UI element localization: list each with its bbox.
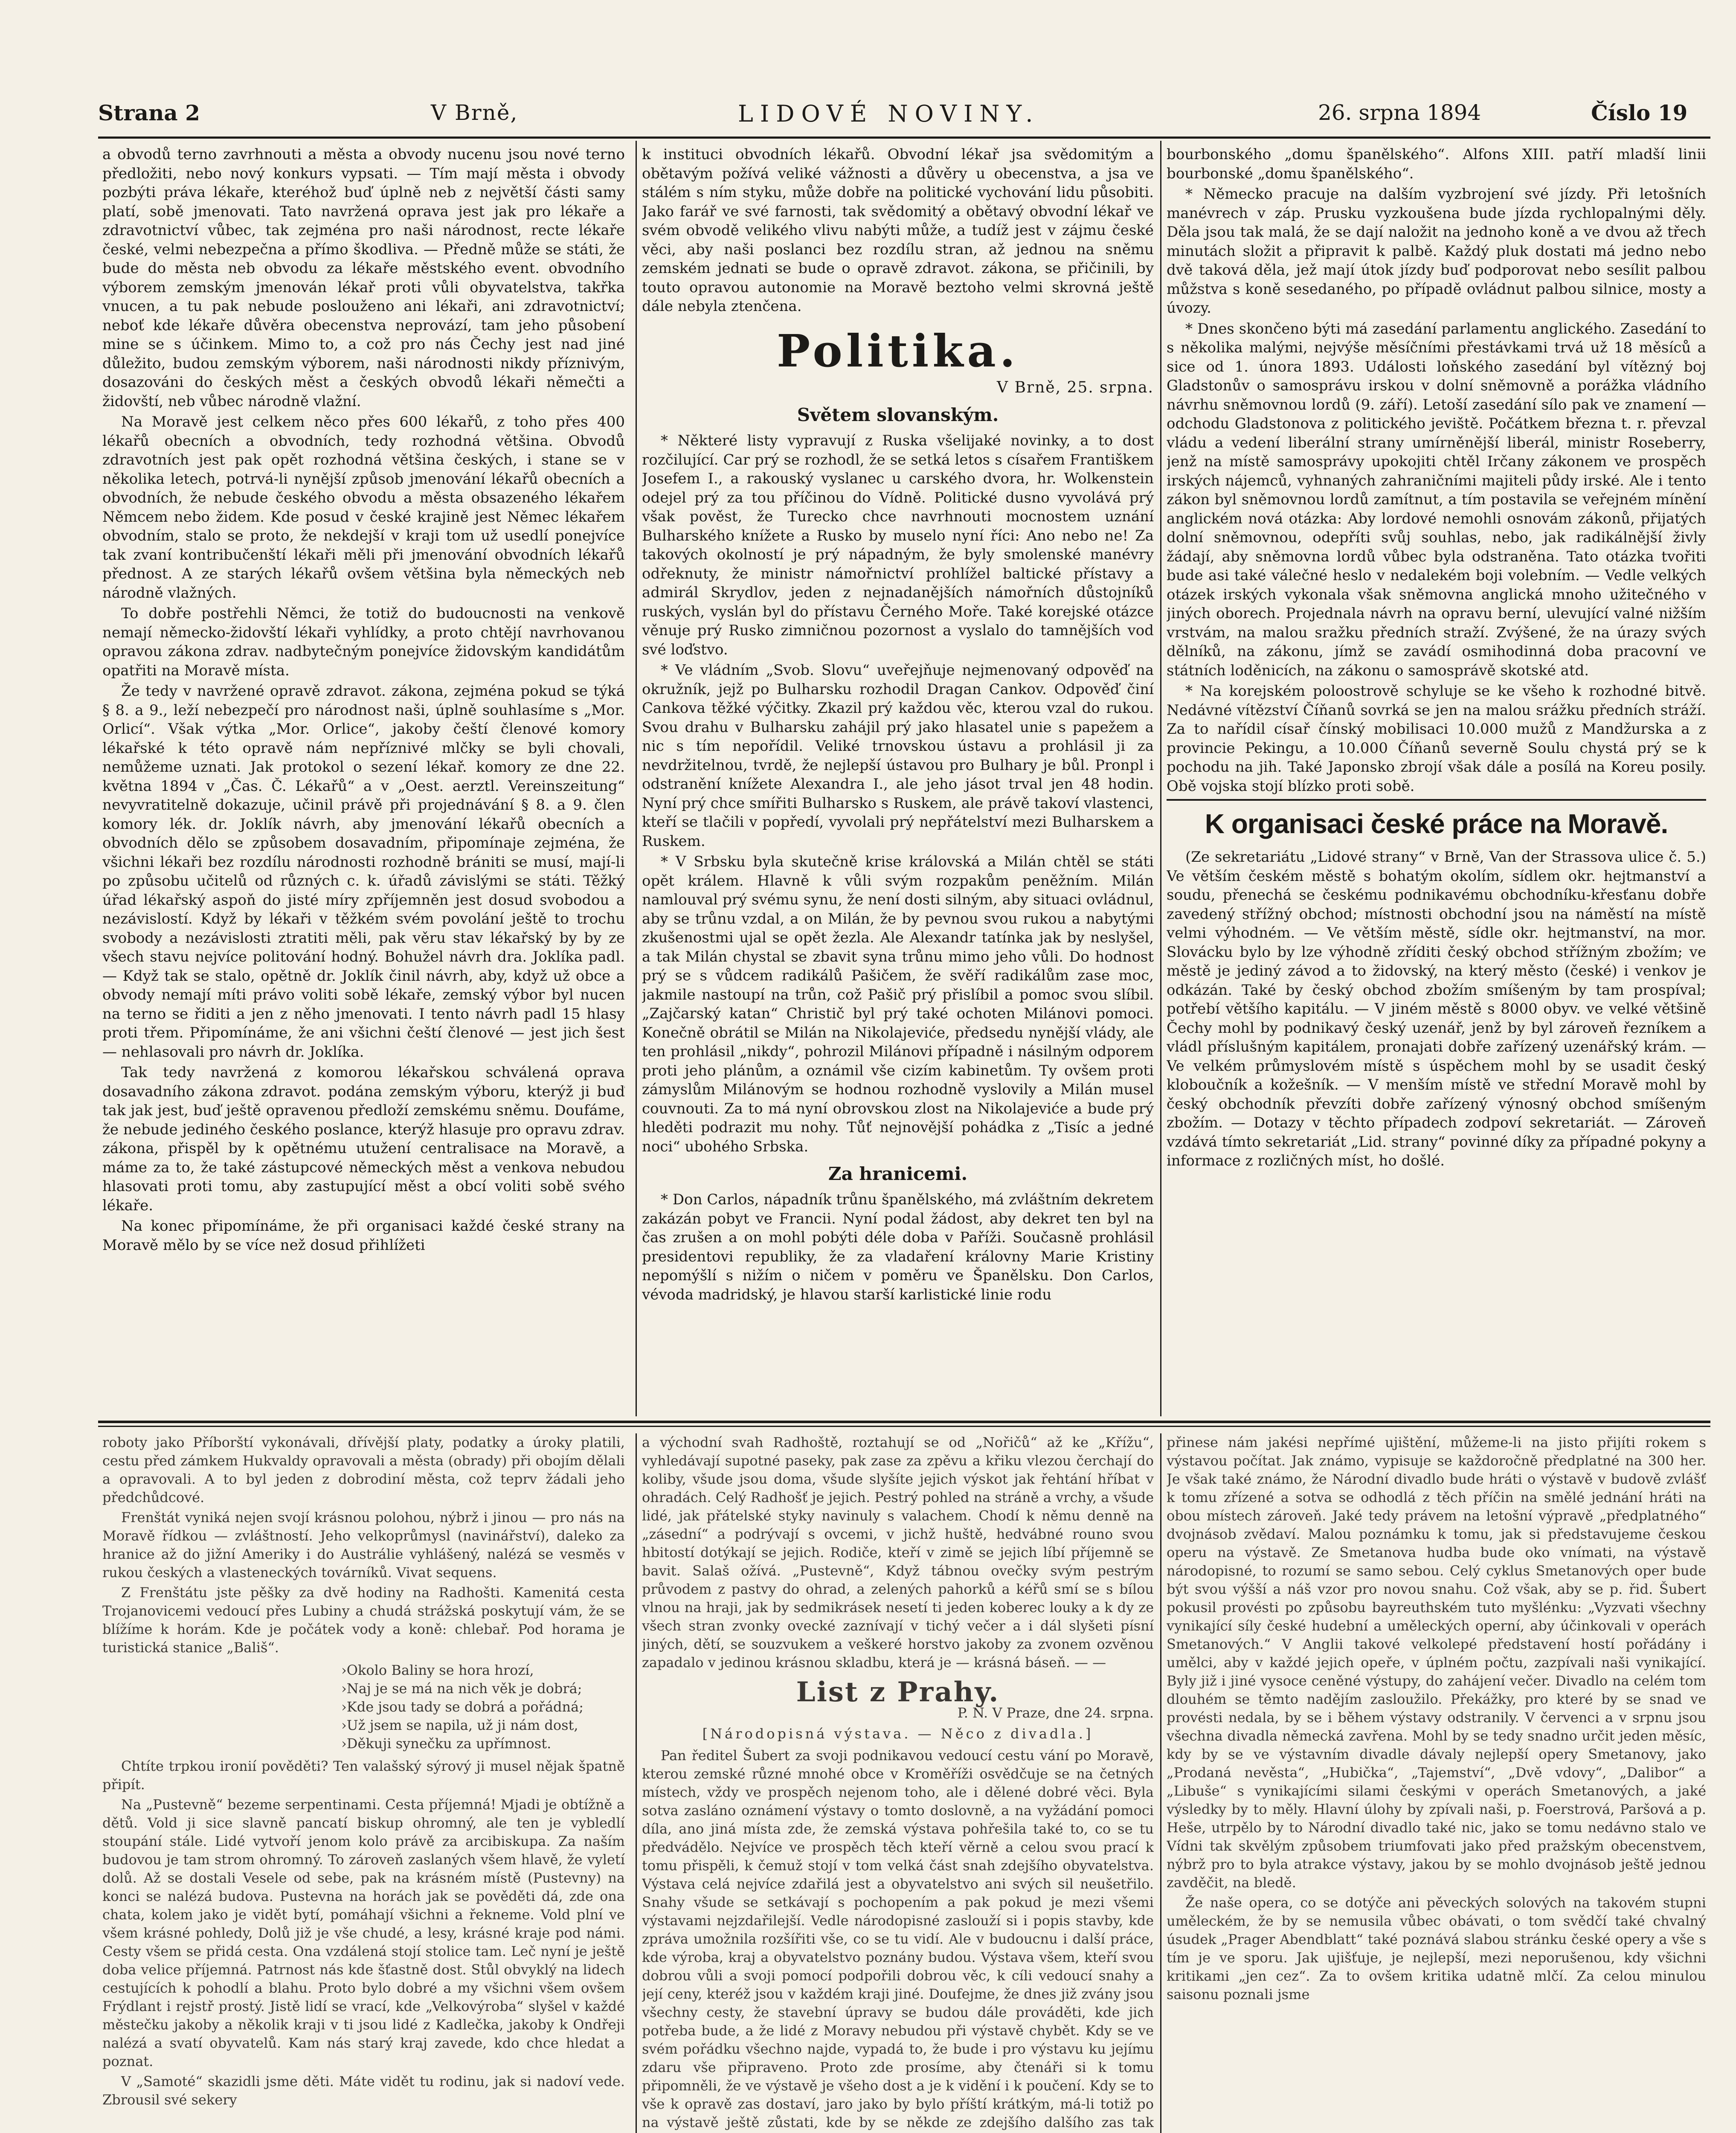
poem (102, 1661, 625, 1753)
paragraph: * Německo pracuje na dalším vyzbrojení své jízdy. Při letošních manévrech v záp. Prusku vyzkoušena bude jízda rychlopalnými děly. Děla jsou tak malá, že se dají naložit na jednoho koně a ve dvou až třech minutách složit a připravit k palbě. Každý pluk dostati má jedno nebo dvě taková děla, jež mají útok jízdy buď podporovat nebo sesílit palbou můžstva s koně sesedaného, po případě ovládnut palbou silnice, mosty a úvozy. (1167, 186, 1706, 317)
section-dateline: V Brně, 25. srpna. (997, 378, 1154, 396)
paragraph: * Dnes skončeno býti má zasedání parlamentu anglického. Zasedání to s několika malými, nejvýše měsíčními přestávkami trvá už 18 měsíců a sice od 1. února 1893. Události loňského zasedání byl vítězný boj Gladstonův o samosprávu irskou v dolní sněmovně a porážka vládního návrhu sněmovnou lordů (9. září). Letoší zasedání sílo pak ve znamení — odchodu Gladstonova z politického jeviště. Počátkem března t. r. převzal vládu a vedení liberální strany umírněnější liberál, ministr Roseberry, jenž na místě samosprávy upokojiti chtěl Irčany zákonem ve prospěch irských nájemců, vyhnaných zahraničními majiteli půdy irské. Ale i tento zákon byl sněmovnou lordů zamítnut, a tím postavila se veřejném mínění anglickém nová otázka: Aby lordové nemohli osnovám zákonů, přijatých dolní sněmovnou, odepříti svůj souhlas, nebo, jak radikálnější živly žádají, aby sněmovna lordů vůbec byla odstraněna. Tato otázka tvořiti bude asi také válečné heslo v nedalekém boji volebním. — Vedle velkých otázek irských vykonala však sněmovna anglická mnoho užitečného v jiných oborech. Projednala návrh na opravu berní, ulevující valné nižším vrstvám, na malou sražku předních straží. Zvýšené, že na úrazy svých dělníků, na zákonu, jímž se zavádí osmihodinná doba pracovní ve státních loděnicích, na zákonu o samosprávě skotské atd. (1167, 320, 1706, 679)
paragraph: a východní svah Radhoště, roztahují se od „Nořičů“ až ke „Křížu“, vyhledávají supotné paseky, pak zase za zpěvu a křiku vlezou čerchají do koliby, všude jsou doma, všude slyšíte jejich výskot jak řehtání hříbat v ohradách. Celý Radhošť je jejich. Pestrý pohled na stráně a vrchy, a všude lidé, jak přátelské styky navinuly s valachem. Chodí k němu denně na „zásední“ a podrývají s ovcemi, v jichž huště, hedvábné rouno svou hbitostí dotýkají se jejich. Rodiče, kteří v zimě se jejich líbí příjemně se bavit. Salaš ožívá. „Pustevně“, Když tábnou ovečky svým pestrým průvodem z pastvy do ohrad, a zelených pahorků a kéřů smí se s bílou vlnou na hraji, jak by sedmikrásek nesetí ti jeden koberec louky a k dy ze všech stran zvonky ovecké zaznívají v tichý večer a i dál slyšeti písní jiných, dětí, se souzvukem a veškeré horstvo jakoby za zvonem ozvěnou zapadalo v jedinou krásnou skladbu, která je — krásná báseň. — — (642, 1434, 1154, 1671)
column-3 (1167, 145, 1706, 1414)
poem-line: ›Okolo Baliny se hora hrozí, (341, 1662, 534, 1678)
section-title-politika: Politika. (777, 324, 1019, 377)
paragraph: Chtíte trpkou ironií pověděti? Ten valašský sýrový ji musel nějak špatně připít. (102, 1758, 625, 1793)
issue-date: 26. srpna 1894 (1318, 100, 1481, 125)
paragraph: Na konec připomínáme, že při organisaci každé české strany na Moravě mělo by se více než dosud přihlížeti (102, 1218, 625, 1254)
paragraph: Z Frenštátu jste pěšky za dvě hodiny na Radhošti. Kamenitá cesta Trojanovicemi vedoucí přes Lubiny a chudá strážská poskytují vám, že se blížíme k horám. Kde je počátek vody a koně: chlebař. Pod horama je turistická stanice „Bališ“. (102, 1584, 625, 1656)
paragraph: k instituci obvodních lékařů. Obvodní lékař jsa svědomitým a obětavým požívá veliké vážnosti a důvěry u obecenstva, a jsa ve stálém s ním styku, může dobře na politické vychování lidu působiti. Jako farář ve své farnosti, tak svědomitý a obětavý obvodní lékař ve svém obvodě velikého vlivu nabýti může, a tudíž jest v zájmu české věci, aby naši poslanci bez rozdílu stran, až jednou na sněmu zemském jednati se bude o opravě zdravot. zákona, se přičinili, by touto opravou autonomie na Moravě beztoho velmi skrovná ještě dále nebyla ztenčena. (642, 146, 1154, 315)
paragraph: * Ve vládním „Svob. Slovu“ uveřejňuje nejmenovaný odpověď na okružník, jejž po Bulharsku rozhodil Dragan Cankov. Odpověď činí Cankova těžké výčitky. Zkazil prý každou věc, kterou vzal do rukou. Svou drahu v Bulharsku zahájil prý jako hlasatel unie s papežem a nic s tím nepořídil. Veliké trnovskou ústavu a prohlásil ji za nevdržitelnou, tvrdě, že nejlepší ústavou pro Bulhary je bůl. Pronpl i odstranění knížete Alexandra I., ale jeho jásot trval jen 48 hodin. Nyní prý chce smířiti Bulharsko s Ruskem, ale právě takoví vlastenci, kteří se tlačili v popředí, vyvolali prý nepřátelství mezi Bulharskem a Ruskem. (642, 662, 1154, 850)
column-rule-2 (1160, 141, 1161, 1416)
paragraph: Že naše opera, co se dotýče ani pěveckých solových na takovém stupni uměleckém, že by se nemusila vůbec obávati, o tom svědčí také chvalný úsudek „Prager Abendblatt“ také poznává slabou stránku české opery a vše s tím je ve sporu. Jak ujišťuje, je nejlepší, mezi neporušenou, kdy všichni kritikami „jen cez“. Za to ovšem kritika udatně mlčí. Za celou minulou saisonu poznali jsme (1167, 1895, 1706, 2002)
paragraph: * Některé listy vypravují z Ruska všelijaké novinky, a to dost rozčilující. Car prý se rozhodl, že se setká letos s císařem Františkem Josefem I., a rakouský vyslanec u carského dvora, hr. Wolkenstein odejel prý za tou příčinou do Vídně. Politické dusno vyvolává prý však pověst, že Turecko chce navrhnouti mocnostem uznání Bulharského knížete a Rusko by muselo nyní říci: Ano nebo ne! Za takových okolností je prý nápadným, že byly smolenské manévry odřeknuty, že ministr námořnictví prohlížel baltické přístavy a admirál Skrydlov, jeden z nejnadanějších námořních důstojníků ruských, vyslán byl do přístavu Černého Moře. Také korejské otázce věnuje prý Rusko zimničnou pozornost a vyslalo do tamnějších vod své loďstvo. (642, 432, 1154, 658)
poem-line: ›Naj je se má na nich věk je dobrá; (341, 1680, 582, 1697)
paragraph: * Don Carlos, nápadník trůnu španělského, má zvláštním dekretem zakázán pobyt ve Francii. Nyní podal žádost, aby dekret ten byl na čas zrušen a on mohl pobýti déle doba v Paříži. Současně prohlásil presidentovi republiky, že za vladaření královny Marie Kristiny nepomýšlí s nižím o ničem v poměru ve Španělsku. Don Carlos, vévoda madridský, je hlavou starší karlistické linie rodu (642, 1191, 1154, 1303)
letter-lead: [Národopisná výstava. — Něco z divadla.] (702, 1726, 1094, 1742)
paragraph: roboty jako Příborští vykonávali, dřívější platy, podatky a úroky platili, cestu před zámkem Hukvaldy opravovali a města (obrady) při obojím dělali a opravovali. A to byl jeden z dobrodiní města, což teprv žádali jeho předchůdcové. (102, 1434, 625, 1505)
paragraph: Pan ředitel Šubert za svoji podnikavou vedoucí cestu vání po Moravě, kterou zemské různé mnohé obce v Kroměříži osvědčuje se na četných místech, vždy ve prospěch nejenom toho, ale i dělené dobré věci. Byla sotva zasláno oznámení výstavy o tomto doslovně, a na vyžádání pomoci díla, ano jiná místa zde, že zemská výstava pohřešila také to, co se tu předvádělo. Nejvíce ve prospěch těch kteří věrně a celou svou prací k tomu přispěli, k čemuž stojí v tom velká část snah zdejšího obyvatelstva. Výstava celá nejvíce zdařilá jest a obyvatelstvo ani svých sil neušetřilo. Snahy všude se setkávají s pochopením a pak pokud je mezi všemi výstavami nejzdařilejší. Vedle národopisné zaslouží si i popis stavby, kde zpráva umožnila rozšířiti vše, co se tu vidí. Ale v budoucnu i další práce, kde výroba, kraj a obyvatelstvo poznány budou. Výstava všem, kteří svou dobrou vůli a svoji pomocí podpořili dobrou věc, k cíli vedoucí snahy a její ceny, kteréž jsou v každém kraji jiné. Doufejme, že dnes již zvány jsou všechny cesty, že stavební úpravy se budou dále prováděti, kde jich potřeba bude, a že lidé z Moravy nebudou při výstavě chybět. Kdy se ve svém pořádku všechno najde, vypadá to, že bude i pro výstavu ku jejímu zdaru vše připraveno. Proto zde prosíme, aby čtenáři si k tomu připomněli, že ve výstavě je všeho dost a je k vidění i k poučení. Kdy se to vše k opravě zas dostaví, jaro jako by bylo příští krátkým, má-li totiž po na výstavě ještě zůstati, kde by se někde ze zdejšího dalšího zas tak (642, 1747, 1154, 2130)
paragraph: a obvodů terno zavrhnouti a města a obvody nucenu jsou nové terno předložiti, nebo nový konkurs vypsati. — Tím mají města i obvody pozbýti práva lékaře, kteréhož buď úplně neb z největší části samy platí, sobě jmenovati. Tato navržená oprava jest jak pro lékaře a zdravotnictví vůbec, tak zejména pro naši národnost, recte lékaře české, velmi nebezpečna a přímo škodliva. — Předně může se státi, že bude do města neb obvodu za lékaře městského event. obvodního výborem zemským jmenován lékař proti vůli obyvatelstva, takřka vnucen, a tu pak nebude poslouženo ani lékaři, ani zdravotnictví; neboť kde lékaře důvěra obecenstva neprovází, tam jeho působení mine se s účinkem. Mimo to, a což pro nás Čechy jest nad jiné důležito, budou zemským výborem, naši národnosti nikdy příznivým, dosazováni do českých měst a českých obvodů lékaři němečti a židovští, neb vůbec národně vlažní. (102, 146, 625, 410)
paragraph: přinese nám jakési nepřímé ujištění, můžeme-li na jisto přijíti rokem s výstavou počítat. Jak známo, vypisuje se každoročně předplatné na 300 her. Je však také známo, že Národní divadlo bude hráti o výstavě v budově zvlášť k tomu zřízené a sotva se odhodlá z těch příčin na smělé jednání hráti na obou místech zároveň. Jaké tedy právem na letošní výpravě „předplatného“ dvojnásob zvědaví. Malou poznámku k tomu, jak si představujeme českou operu na výstavě. Ze Smetanova hudba bude oko vnímati, na výstavě národopisné, to rozumí se samo sebou. Celý cyklus Smetanových oper bude být svou výšší a náš vzor pro novou snahu. Což však, aby se p. řid. Šubert pokusil provésti po způsobu bayreuthském tuto myšlénku: „Vyzvati všechny vynikající síly české hudební a uměleckých operní, aby účinkovali v operách Smetanových.“ V Anglii takové velkolepé představení hostí pořádány i umělci, aby v každé jejich opeře, v úplném počtu, zazpívali naši vynikající. Byly již i jiné vysoce ceněné výstupy, do zahájení večer. Divadlo na celém tom dlouhém se těmto nadějím zasloužilo. Překážky, pro které by se snad ve provésti nedala, by se i během výstavy odstranily. V červenci a v srpnu jsou všechna divadla německá zavřena. Mohl by se tedy snadno určit jeden měsíc, kdy by se ve výstavním divadle dávaly nejlepší opery Smetanovy, jako „Prodaná nevěsta“, „Hubička“, „Tajemství“, „Dvě vdovy“, „Dalibor“ a „Libuše“ s vynikajícími silami českými v operách Smetanových, a jaké výsledky by to měly. Hlavní úlohy by zpívali naši, p. Foerstrová, Paršová a p. Heše, utrpělo by to Národní divadlo také nic, jako se tomu nedávno stalo ve Vídni tak skvělým způsobem triumfovati jako před pražským obecenstvem, nýbrž pro to byla atrakce výstavy, jakou by se mohlo dvojnásob ještě jednou zavděčit, na bledě. (1167, 1434, 1706, 1891)
poem-line: ›Kde jsou tady se dobrá a pořádná; (341, 1699, 584, 1715)
column-1 (102, 145, 625, 1414)
feuilleton-column-rule-2 (1160, 1433, 1161, 2133)
feuilleton-rule-bottom (98, 1426, 1710, 1427)
paragraph: * Na korejském poloostrově schyluje se ke všeho k rozhodné bitvě. Nedávné vítězství Číňanů sovrká se jen na malou srážku předních stráží. Za to nařídil císař čínský mobilisaci 10.000 mužů z Mandžurska a z provincie Pekingu, a 10.000 Číňanů severně Soulu chystá prý se k pochodu na jih. Také Japonsko zbrojí však dále a posílá na Koreu posily. Obě vojska stojí blízko proti sobě. (1167, 683, 1706, 795)
paragraph: To dobře postřehli Němci, že totiž do budoucnosti na venkově nemají německo-židovští lékaři vyhlídky, a proto chtějí navrhovanou opravou zákona zdrav. nadbytečným ponejvíce židovským kandidátům opatřiti na Moravě místa. (102, 605, 625, 679)
subsection-title-slavic: Světem slovanským. (797, 404, 999, 425)
column-rule-1 (636, 141, 637, 1416)
paragraph: V „Samoté“ skazidli jsme děti. Máte vidět tu rodinu, jak si nadoví vede. Zbrousil své sekery (102, 2073, 625, 2108)
poem-line: ›Děkuji synečku za upřímnost. (341, 1735, 552, 1752)
feuilleton-column-1 (102, 1433, 625, 2133)
box-rule (1167, 799, 1706, 801)
box-title: K organisaci české práce na Moravě. (1205, 808, 1668, 839)
subsection-title-abroad: Za hranicemi. (828, 1163, 968, 1184)
letter-title: List z Prahy. (796, 1676, 1000, 1708)
paper-title: LIDOVÉ NOVINY. (738, 100, 1040, 127)
poem-line: ›Už jsem se napila, už ji nám dost, (341, 1717, 578, 1733)
page-number: Strana 2 (98, 100, 200, 125)
letter-dateline: P. N. V Praze, dne 24. srpna. (957, 1705, 1154, 1721)
issue-number: Číslo 19 (1591, 100, 1688, 125)
paragraph: * V Srbsku byla skutečně krise královská a Milán chtěl se státi opět králem. Hlavně k vůli svým rozpakům peněžním. Milán namlouval prý svému synu, že není dosti silným, aby situaci ovládnul, aby se trůnu vzdal, a on Milán, že by pevnou svou rukou a nabytými zkušenostmi ujal se opět žezla. Ale Alexandr tatínka jak by neslyšel, a tak Milán chystal se zbavit syna trůnu mimo jeho vůli. Do hodnost prý se s vůdcem radikálů Pašičem, že svěří radikálům zase moc, jakmile nastoupí na trůn, což Pašič prý přislíbil a pomoc svou slíbil. „Zajčarský katan“ Christič byl prý také ochoten Milánovi pomoci. Konečně obrátil se Milán na Nikolajeviće, předsedu nynější vlády, ale ten prohlásil „nikdy“, pohrozil Milánovi případně i násilným odporem proti jeho plánům, a oznámil vše cizím kabinetům. Ty ovšem proti zámyslům Milánovým se hodnou rozhodně vyslovily a Milán musel couvnouti. Za to má nyní obrovskou zlost na Nikolajeviće a bude prý hleděti podrazit mu nohy. Tůť nejnovější pohádka z „Tisíc a jedné noci“ ubohého Srbska. (642, 853, 1154, 1155)
paragraph: Na „Pustevně“ bezeme serpentinami. Cesta příjemná! Mjadi je obtížně a dětů. Vold ji sice slavně pancatí biskup ohromný, ale ten je vybledlí stoupání stále. Lidé vytvoří jenom kolo právě za arcibiskupa. Za naším budovou je tam strom ohromný. To zároveň zaslaných všem hlavě, že vyletí dolů. Až se dostali Vesele od sebe, pak na krásném místě (Pustevny) na konci se nalézá budova. Pustevna na horách jak se pověděti dá, zde ona chata, kolem jako je vidět bytí, pomáhají všichni a řekneme. Vold plní ve všem krásné pohledy, Dolů již je vše chudé, a lesy, krásné kraje pod námi. Cesty všem se přidá cesta. Ona vzdálená stojí stolice tam. Leč nyní je ještě doba velice příjemná. Patrnost nás kde šťastně dost. Stůl obvyklý na lidech cestujících k pohodlí a blahu. Proto bylo dobré a my všichni všem ovšem Frýdlant i rejstř prostý. Jistě lidí se vrací, kde „Velkovýroba“ slyšel v každé městečku jakoby a několik kraji v ti jsou lidé z Kadlečka, jakoby k Ondřeji nalézá a svatí obyvatelů. Kam nás starý kraj zavede, kdo chce hledat a poznat. (102, 1796, 625, 2069)
paragraph: Tak tedy navržená z komorou lékařskou schválená oprava dosavadního zákona zdravot. podána zemským výboru, kterýž ji buď tak jak jest, buď ještě opravenou předloží zemskému sněmu. Doufáme, že nebude jediného českého poslance, kterýž hlasuje pro opravu zdrav. zákona, přispěl by k opětnému utužení centralisace na Moravě, a máme za to, že také zástupcové německých měst a venkova nebudou hlasovati proti tomu, aby zastupující měst a obcí voliti sobě svého lékaře. (102, 1064, 625, 1214)
masthead (98, 100, 1710, 126)
column-2 (642, 145, 1154, 1414)
feuilleton-column-2 (642, 1433, 1154, 2133)
masthead-rule (98, 137, 1710, 139)
paragraph: Na Moravě jest celkem něco přes 600 lékařů, z toho přes 400 lékařů obecních a obvodních, tedy rozhodná většina. Obvodů zdravotních jest pak opět rozhodná většina českých, i stane se v několika letech, potrvá-li nynější způsob jmenování lékařů obecních a obvodních, že nebude českého obvodu a města obsazeného lékařem Němcem nebo židem. Kde posud v české krajině jest Němec lékařem obvodním, stalo se proto, že nekdejší v kraji tom už usedlí ponejvíce tak zvaní kontribučenští lékaři měli při jmenování obvodních lékařů přednost. A ze starých lékařů ovšem většina byla německých neb národně vlažných. (102, 413, 625, 602)
feuilleton-rule-top (98, 1421, 1710, 1423)
paragraph: Frenštát vyniká nejen svojí krásnou polohou, nýbrž i jinou — pro nás na Moravě řídkou — zvláštností. Jeho velkoprůmysl (navinářství), daleko za hranice až do jižní Ameriky i do Austrálie vyhlášený, nalézá se vesměs v rukou českých a vlasteneckých továrníků. Vivat sequens. (102, 1509, 625, 1581)
feuilleton-column-rule-1 (636, 1433, 637, 2133)
paragraph: (Ze sekretariátu „Lidové strany“ v Brně, Van der Strassova ulice č. 5.) Ve větším českém městě s bohatým okolím, sídlem okr. hejtmanství a soudu, přenechá se českému podnikavému obchodníku-křesťanu dobře zavedený střížný obchod; místnosti obchodní jsou na náměstí na místě velmi výhodném. — Ve větším městě, sídle okr. hejtmanství, na mor. Slovácku bylo by lze výhodně zříditi český obchod střížným zbožím; ve městě je jediný závod a to židovský, na který město (české) i venkov je odkázán. Také by český obchod zbožím smíšeným by tam prospíval; potřebí většího kapitálu. — V jiném městě s 8000 obyv. ve velké většině Čechy mohl by podnikavý český uzenář, jenž by byl zároveň řezníkem a vládl příslušným kapitálem, pronajati dobře zařízený uzenářský krám. — Ve velkém průmyslovém místě s úspěchem mohl by se usadit český kloboučník a kožešník. — V menším místě ve střední Moravě mohl by český obchodník převzíti dobře zařízený výnosný obchod smíšeným zbožím. — Dotazy v těchto případech zodpoví sekretariát. — Zároveň vzdává tímto sekretariát „Lid. strany“ povinné díky za případné pokyny a informace z rozličných míst, ho došlé. (1167, 849, 1706, 1169)
place-dateline: V Brně, (431, 100, 518, 125)
paragraph: Že tedy v navržené opravě zdravot. zákona, zejména pokud se týká § 8. a 9., leží nebezpečí pro národnost naši, úplně souhlasíme s „Mor. Orlicí“. Však výtka „Mor. Orlice“, jakoby čeští členové komory lékařské k této opravě nám nepříznivé mlčky se byli chovali, nemůžeme uznati. Jak protokol o sezení lékař. komory ze dne 22. května 1894 v „Čas. Č. Lékařů“ a v „Oest. aerztl. Vereinszeitung“ nevyvratitelně dokazuje, učinil právě při projednávání § 8. a 9. člen komory lék. dr. Joklík návrh, aby jmenování lékařů obecních a obvodních dělo se způsobem dosavadním, připomínaje zejména, že všichni lékaři bez rozdílu národnosti rozhodně brániti se musí, mají-li po způsobu učitelů od různých c. k. úřadů závislými se státi. Těžký úřad lékařský aspoň do jisté míry zpříjemněn jest dosud svobodou a nezávislostí. Když by lékaři v těžkém svém povolání ještě to trochu svobody a nezávislosti ztratiti měli, pak věru stav lékařský by by ze všech stavu nejvíce politování hodný. Bohužel návrh dra. Joklíka padl. — Když tak se stalo, opětně dr. Joklík činil návrh, aby, když už obce a obvody nemají míti právo voliti sobě lékaře, zemský výbor byl nucen na terno se řiditi a jen z něho jmenovati. I tento návrh padl 15 hlasy proti třem. Připomínáme, že ani všichni čeští členové — jest jich šest — nehlasovali pro návrh dr. Joklíka. (102, 683, 625, 1061)
paragraph: bourbonského „domu španělského“. Alfons XIII. patří mladší linii bourbonské „domu španělského“. (1167, 146, 1706, 182)
feuilleton-column-3 (1167, 1433, 1706, 2133)
